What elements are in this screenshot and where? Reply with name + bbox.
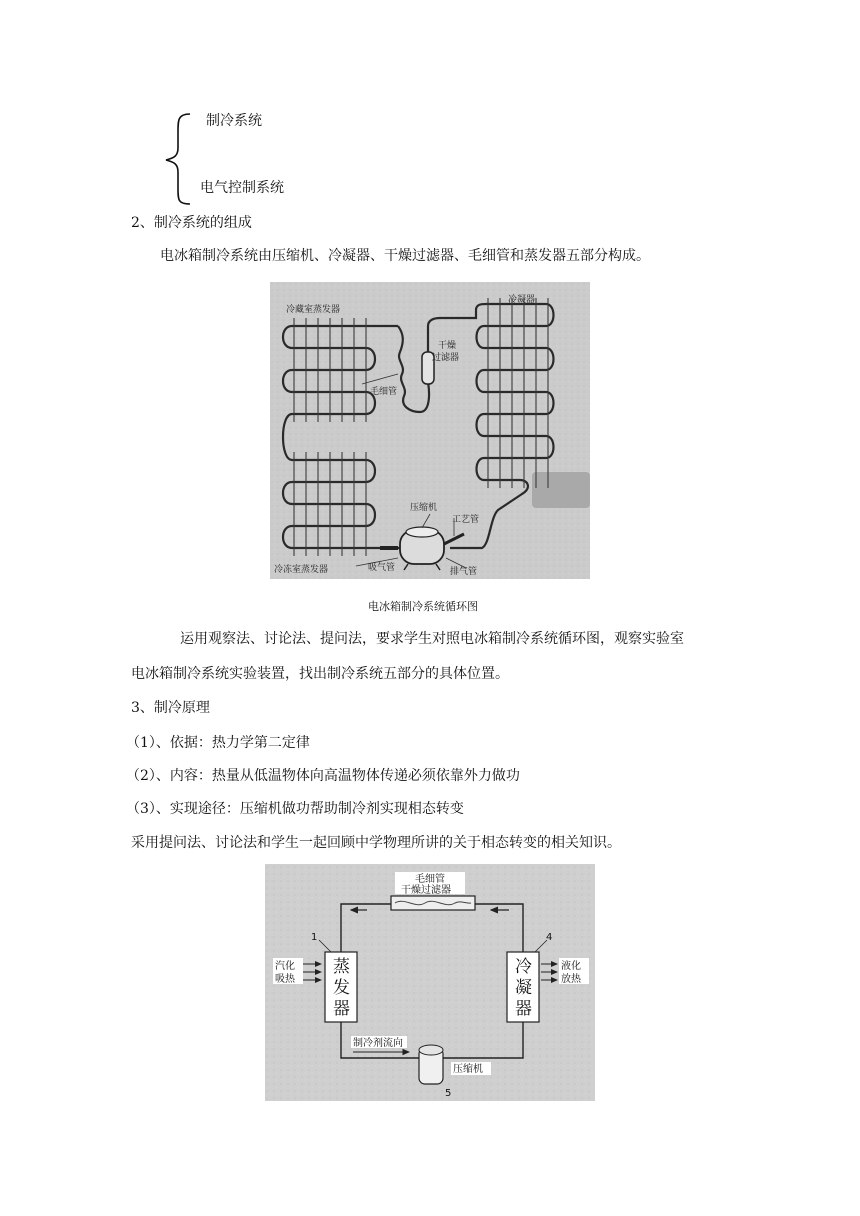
evaporator-char: 发	[333, 978, 350, 998]
label-freezer-evaporator: 冷冻室蒸发器	[274, 565, 329, 575]
label-dryer-1: 干燥	[438, 341, 457, 351]
list-item: （3）、实现途径：压缩机做功帮助制冷剂实现相态转变	[126, 801, 464, 817]
label-vaporize: 汽化	[275, 961, 295, 972]
evaporator-char: 蒸	[333, 957, 350, 977]
paragraph: 采用提问法、讨论法和学生一起回顾中学物理所讲的关于相态转变的相关知识。	[131, 835, 621, 851]
section-heading: 2、制冷系统的组成	[131, 215, 252, 231]
label-suction-tube: 吸气管	[368, 563, 396, 573]
label-dryer-filter: 干燥过滤器	[401, 885, 451, 896]
label-compressor: 压缩机	[410, 503, 438, 513]
number-label: 5	[445, 1088, 452, 1099]
brace-icon	[160, 110, 200, 206]
label-exhaust-tube: 排气管	[450, 567, 478, 577]
label-release-heat: 放热	[561, 974, 581, 985]
refrigeration-principle-figure	[265, 864, 595, 1101]
evaporator-char: 器	[333, 999, 350, 1019]
label-capillary: 毛细管	[415, 874, 445, 885]
brace-item-electrical: 电气控制系统	[200, 180, 284, 196]
label-absorb-heat: 吸热	[275, 974, 295, 985]
label-dryer-2: 过滤器	[432, 353, 460, 363]
refrigeration-cycle-diagram	[270, 282, 590, 579]
label-condenser: 冷凝器	[508, 295, 536, 305]
label-fridge-evaporator: 冷藏室蒸发器	[286, 305, 341, 315]
list-item: （2）、内容：热量从低温物体向高温物体传递必须依靠外力做功	[126, 768, 520, 784]
condenser-char: 器	[515, 999, 532, 1019]
figure-caption: 电冰箱制冷系统循环图	[368, 600, 478, 613]
brace-item-refrigeration: 制冷系统	[206, 113, 262, 129]
refrigeration-cycle-figure	[270, 282, 590, 579]
label-process-tube: 工艺管	[452, 515, 480, 525]
section-heading: 3、制冷原理	[131, 700, 210, 716]
label-compressor: 压缩机	[453, 1064, 483, 1075]
list-item: （1）、依据：热力学第二定律	[126, 735, 310, 751]
number-label: 1	[311, 932, 318, 943]
label-capillary: 毛细管	[370, 387, 398, 397]
paragraph: 电冰箱制冷系统实验装置，找出制冷系统五部分的具体位置。	[131, 666, 509, 682]
label-liquefy: 液化	[561, 961, 581, 972]
compressor-icon	[419, 1045, 443, 1084]
label-refrigerant-flow: 制冷剂流向	[353, 1038, 403, 1049]
refrigeration-principle-diagram	[265, 864, 595, 1101]
paragraph: 电冰箱制冷系统由压缩机、冷凝器、干燥过滤器、毛细管和蒸发器五部分构成。	[160, 248, 650, 264]
paragraph: 运用观察法、讨论法、提问法，要求学生对照电冰箱制冷系统循环图，观察实验室	[180, 631, 684, 647]
condenser-char: 冷	[515, 957, 532, 977]
dryer-filter-icon	[391, 896, 475, 910]
condenser-char: 凝	[515, 978, 532, 998]
number-label: 4	[546, 932, 553, 943]
